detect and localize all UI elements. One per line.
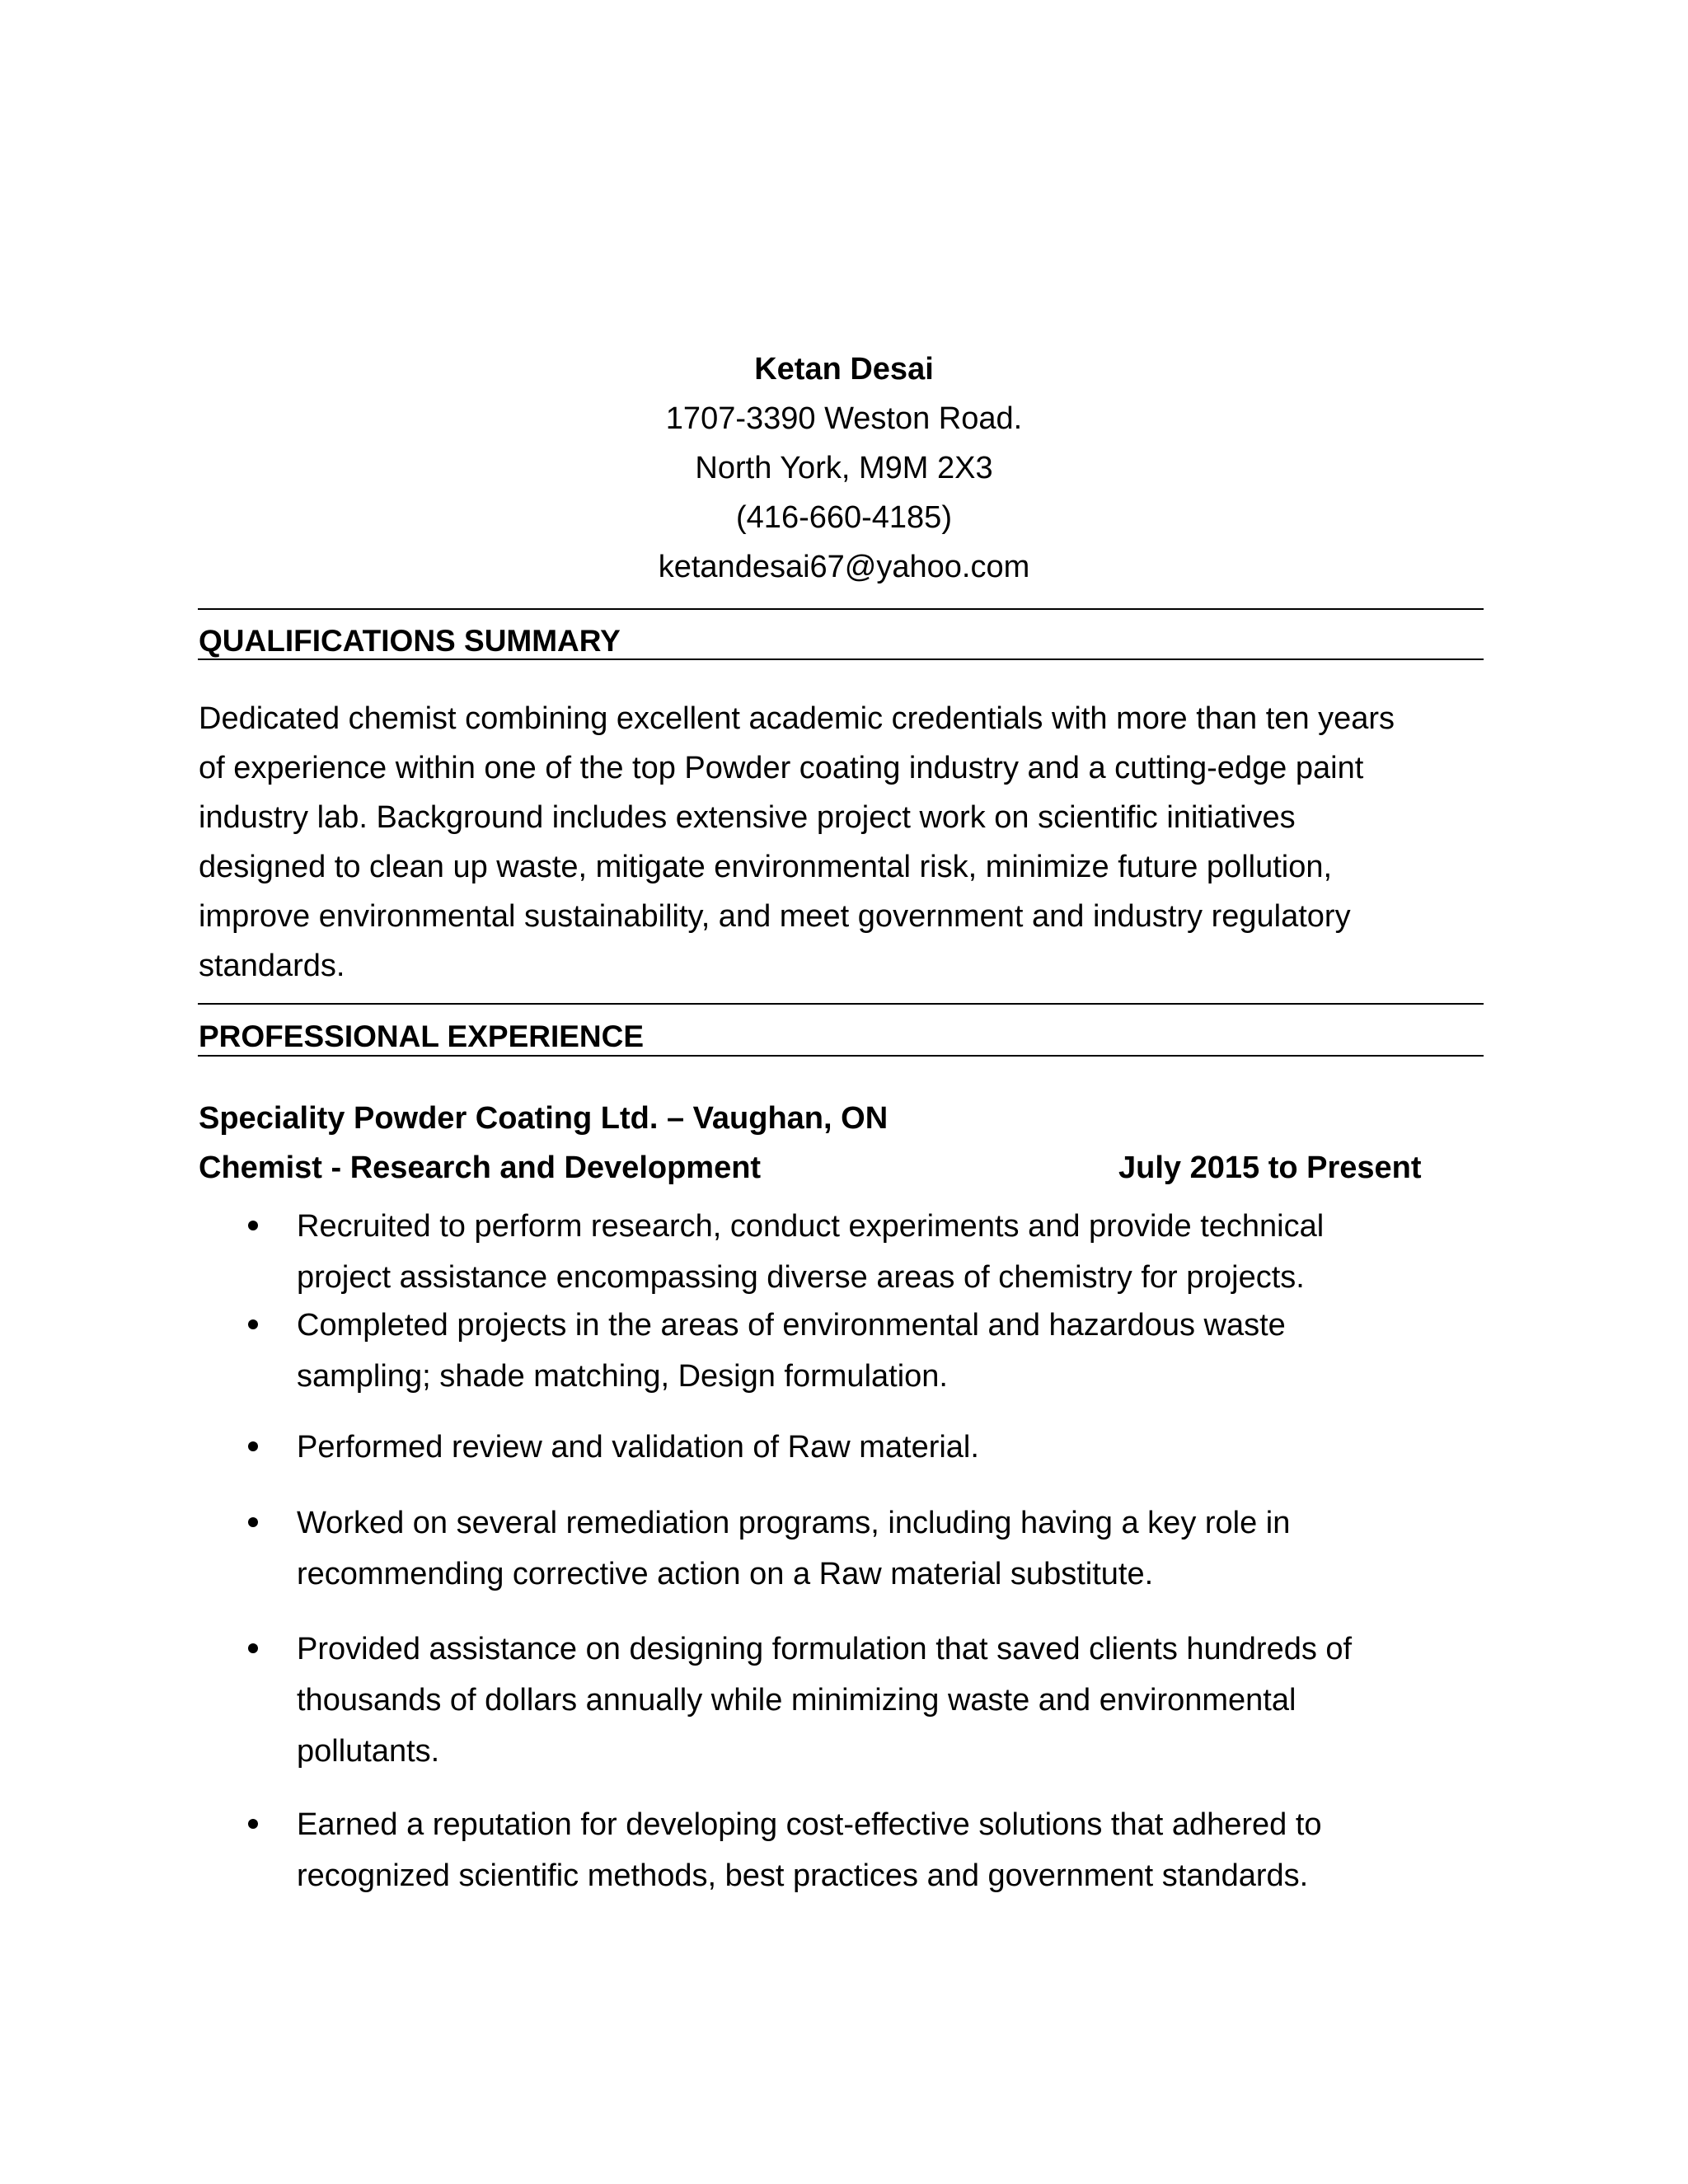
experience-title: PROFESSIONAL EXPERIENCE: [199, 1019, 645, 1053]
bullet-line: Provided assistance on designing formulation that saved clients hundreds of: [297, 1632, 1353, 1666]
bullet-icon: [248, 1319, 258, 1329]
qualifications-title: QUALIFICATIONS SUMMARY: [199, 624, 621, 658]
bullet-line: pollutants.: [297, 1734, 440, 1769]
bullet-icon: [248, 1517, 258, 1527]
summary-line: Dedicated chemist combining excellent academic credentials with more than ten years: [199, 701, 1395, 736]
address-line-2: North York, M9M 2X3: [695, 451, 993, 485]
bullet-line: Completed projects in the areas of environmental and hazardous waste: [297, 1308, 1286, 1343]
divider-rule: [198, 1055, 1484, 1057]
job-dates: July 2015 to Present: [1118, 1151, 1422, 1185]
job-title-row: [199, 1148, 1435, 1188]
email-address: ketandesai67@yahoo.com: [658, 550, 1030, 584]
divider-rule: [198, 1003, 1484, 1005]
summary-line: of experience within one of the top Powder coating industry and a cutting-edge paint: [199, 751, 1364, 785]
bullet-line: thousands of dollars annually while minimizing waste and environmental: [297, 1683, 1296, 1718]
divider-rule: [198, 608, 1484, 610]
bullet-line: Recruited to perform research, conduct experiments and provide technical: [297, 1209, 1325, 1244]
job-role: Chemist - Research and Development: [199, 1151, 762, 1185]
bullet-icon: [248, 1221, 258, 1230]
bullet-line: recommending corrective action on a Raw material substitute.: [297, 1557, 1154, 1591]
bullet-icon: [248, 1643, 258, 1653]
bullet-icon: [248, 1819, 258, 1829]
company-name: Speciality Powder Coating Ltd. – Vaughan, ON: [199, 1101, 889, 1136]
bullet-line: sampling; shade matching, Design formulation.: [297, 1359, 948, 1394]
bullet-icon: [248, 1441, 258, 1451]
summary-line: industry lab. Background includes extensive project work on scientific initiatives: [199, 800, 1296, 835]
bullet-line: Worked on several remediation programs, including having a key role in: [297, 1506, 1291, 1540]
qualifications-summary: [199, 694, 1493, 991]
bullet-line: recognized scientific methods, best practices and government standards.: [297, 1858, 1309, 1893]
bullet-line: project assistance encompassing diverse areas of chemistry for projects.: [297, 1260, 1305, 1295]
bullet-line: Performed review and validation of Raw material.: [297, 1430, 979, 1465]
divider-rule: [198, 658, 1484, 660]
address-line-1: 1707-3390 Weston Road.: [665, 401, 1023, 436]
bullet-line: Earned a reputation for developing cost-effective solutions that adhered to: [297, 1807, 1322, 1842]
candidate-name: Ketan Desai: [754, 352, 934, 387]
contact-header: [0, 344, 1688, 592]
summary-line: designed to clean up waste, mitigate environmental risk, minimize future pollution,: [199, 850, 1333, 884]
phone-number: (416-660-4185): [736, 500, 952, 535]
summary-line: standards.: [199, 949, 345, 983]
summary-line: improve environmental sustainability, and meet government and industry regulatory: [199, 899, 1351, 934]
